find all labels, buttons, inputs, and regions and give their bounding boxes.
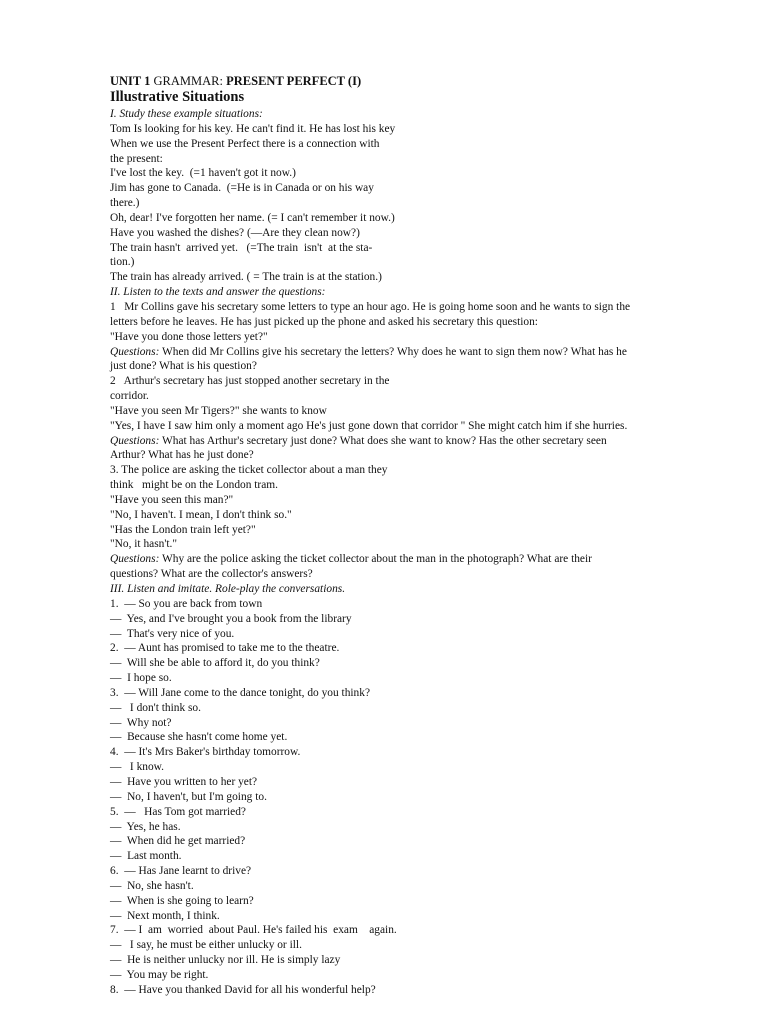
line-text: 1 Mr Collins gave his secretary some letters to type an hour ago. He is going home soon and he wants to sign the xyxy=(110,300,631,313)
text-line xyxy=(110,686,710,701)
question-line xyxy=(110,552,710,567)
line-text: Have you washed the dishes? (—Are they clean now?) xyxy=(110,226,360,239)
line-text: — When did he get married? xyxy=(110,835,246,848)
text-line xyxy=(110,953,710,968)
line-text: — Yes, and I've brought you a book from the library xyxy=(110,612,352,625)
text-line xyxy=(110,834,710,849)
text-line xyxy=(110,389,710,404)
line-text: — When is she going to learn? xyxy=(110,894,254,907)
line-text: — Yes, he has. xyxy=(110,820,181,833)
text-line xyxy=(110,716,710,731)
text-line xyxy=(110,641,710,656)
document-lines xyxy=(110,107,710,998)
line-text: Oh, dear! I've forgotten her name. (= I can't remember it now.) xyxy=(110,211,395,224)
line-text: — Why not? xyxy=(110,716,172,729)
section-heading xyxy=(110,582,710,597)
line-text: When we use the Present Perfect there is a connection with xyxy=(110,137,380,150)
text-line xyxy=(110,790,710,805)
line-text: corridor. xyxy=(110,390,149,403)
line-text: — I say, he must be either unlucky or ill. xyxy=(110,939,302,952)
line-text: 2. — Aunt has promised to take me to the theatre. xyxy=(110,642,340,655)
question-line xyxy=(110,345,710,360)
text-line xyxy=(110,374,710,389)
line-text: I. Study these example situations: xyxy=(110,108,263,120)
text-line xyxy=(110,448,710,463)
text-line xyxy=(110,537,710,552)
text-line xyxy=(110,211,710,226)
text-line xyxy=(110,315,710,330)
line-text: "No, it hasn't." xyxy=(110,538,178,551)
text-line xyxy=(110,359,710,374)
line-text: When did Mr Collins give his secretary the letters? Why does he want to sign them now? What has he xyxy=(159,345,627,358)
text-line xyxy=(110,820,710,835)
text-line xyxy=(110,270,710,285)
unit-number: UNIT 1 xyxy=(110,74,151,88)
question-line xyxy=(110,434,710,449)
line-text: 8. — Have you thanked David for all his wonderful help? xyxy=(110,983,376,996)
line-text: Arthur? What has he just done? xyxy=(110,449,254,462)
text-line xyxy=(110,656,710,671)
text-line xyxy=(110,196,710,211)
text-line xyxy=(110,166,710,181)
text-line xyxy=(110,523,710,538)
text-line xyxy=(110,879,710,894)
line-text: — He is neither unlucky nor ill. He is simply lazy xyxy=(110,954,341,967)
line-text: Jim has gone to Canada. (=He is in Canada or on his way xyxy=(110,182,374,195)
line-text: — Last month. xyxy=(110,850,182,863)
line-text: — Next month, I think. xyxy=(110,909,220,922)
grammar-topic: PRESENT PERFECT (I) xyxy=(226,74,362,88)
text-line xyxy=(110,330,710,345)
line-text: — Because she hasn't come home yet. xyxy=(110,731,288,744)
line-text: — No, I haven't, but I'm going to. xyxy=(110,790,267,803)
unit-title xyxy=(110,73,710,89)
text-line xyxy=(110,493,710,508)
text-line xyxy=(110,730,710,745)
text-line xyxy=(110,983,710,998)
line-text: 1. — So you are back from town xyxy=(110,597,263,610)
text-line xyxy=(110,745,710,760)
line-text: the present: xyxy=(110,152,163,165)
line-text: — Have you written to her yet? xyxy=(110,775,258,788)
line-text: "Yes, I have I saw him only a moment ago He's just gone down that corridor " She might catch him if she hurries. xyxy=(110,419,628,432)
line-text: "Has the London train left yet?" xyxy=(110,523,256,536)
text-line xyxy=(110,775,710,790)
line-text: there.) xyxy=(110,197,140,210)
text-line xyxy=(110,137,710,152)
line-text: 4. — It's Mrs Baker's birthday tomorrow. xyxy=(110,746,301,759)
line-text: "No, I haven't. I mean, I don't think so." xyxy=(110,508,292,521)
line-text: III. Listen and imitate. Role-play the conversations. xyxy=(110,583,346,595)
text-line xyxy=(110,181,710,196)
line-text: II. Listen to the texts and answer the questions: xyxy=(110,286,326,299)
text-line xyxy=(110,152,710,167)
text-line xyxy=(110,122,710,137)
line-text: 6. — Has Jane learnt to drive? xyxy=(110,865,252,878)
line-text: 3. The police are asking the ticket collector about a man they xyxy=(110,464,388,477)
line-text: think might be on the London tram. xyxy=(110,479,278,492)
questions-label: Questions: xyxy=(110,553,160,566)
line-text: I've lost the key. (=1 haven't got it now.) xyxy=(110,167,296,180)
line-text: — No, she hasn't. xyxy=(110,879,194,892)
text-line xyxy=(110,463,710,478)
line-text: 2 Arthur's secretary has just stopped another secretary in the xyxy=(110,375,390,388)
line-text: 5. — Has Tom got married? xyxy=(110,805,246,818)
line-text: tion.) xyxy=(110,256,135,269)
line-text: just done? What is his question? xyxy=(110,360,257,373)
text-line xyxy=(110,567,710,582)
line-text: The train hasn't arrived yet. (=The train isn't at the sta- xyxy=(110,241,373,254)
text-line xyxy=(110,849,710,864)
text-line xyxy=(110,226,710,241)
line-text: Tom Is looking for his key. He can't find it. He has lost his key xyxy=(110,122,396,135)
text-line xyxy=(110,760,710,775)
line-text: "Have you seen this man?" xyxy=(110,493,234,506)
questions-label: Questions: xyxy=(110,345,160,358)
line-text: — I hope so. xyxy=(110,672,172,685)
text-line xyxy=(110,627,710,642)
text-line xyxy=(110,805,710,820)
line-text: What has Arthur's secretary just done? What does she want to know? Has the other secretary seen xyxy=(159,434,607,447)
text-line xyxy=(110,671,710,686)
line-text: The train has already arrived. ( = The train is at the station.) xyxy=(110,271,382,284)
line-text: — You may be right. xyxy=(110,968,209,981)
text-line xyxy=(110,938,710,953)
text-line xyxy=(110,597,710,612)
line-text: 7. — I am worried about Paul. He's failed his exam again. xyxy=(110,924,397,937)
section-heading xyxy=(110,107,710,122)
line-text: — I know. xyxy=(110,761,164,774)
section-heading xyxy=(110,285,710,300)
text-line xyxy=(110,923,710,938)
questions-label: Questions: xyxy=(110,434,160,447)
line-text: — Will she be able to afford it, do you think? xyxy=(110,657,320,670)
grammar-label: GRAMMAR: xyxy=(150,74,227,88)
text-line xyxy=(110,894,710,909)
text-line xyxy=(110,300,710,315)
text-line xyxy=(110,241,710,256)
text-line xyxy=(110,404,710,419)
line-text: "Have you done those letters yet?" xyxy=(110,330,268,343)
text-line xyxy=(110,478,710,493)
line-text: "Have you seen Mr Tigers?" she wants to know xyxy=(110,404,327,417)
document-content xyxy=(110,73,710,998)
line-text: 3. — Will Jane come to the dance tonight, do you think? xyxy=(110,686,370,699)
text-line xyxy=(110,255,710,270)
text-line xyxy=(110,909,710,924)
line-text: questions? What are the collector's answers? xyxy=(110,568,313,581)
line-text: letters before he leaves. He has just picked up the phone and asked his secretary this question: xyxy=(110,315,538,328)
line-text: — I don't think so. xyxy=(110,701,201,714)
text-line xyxy=(110,701,710,716)
text-line xyxy=(110,968,710,983)
text-line xyxy=(110,612,710,627)
text-line xyxy=(110,864,710,879)
line-text: Why are the police asking the ticket collector about the man in the photograph? What are their xyxy=(159,553,592,566)
line-text: — That's very nice of you. xyxy=(110,627,235,640)
section-subtitle: Illustrative Situations xyxy=(110,89,245,105)
text-line xyxy=(110,508,710,523)
text-line xyxy=(110,419,710,434)
